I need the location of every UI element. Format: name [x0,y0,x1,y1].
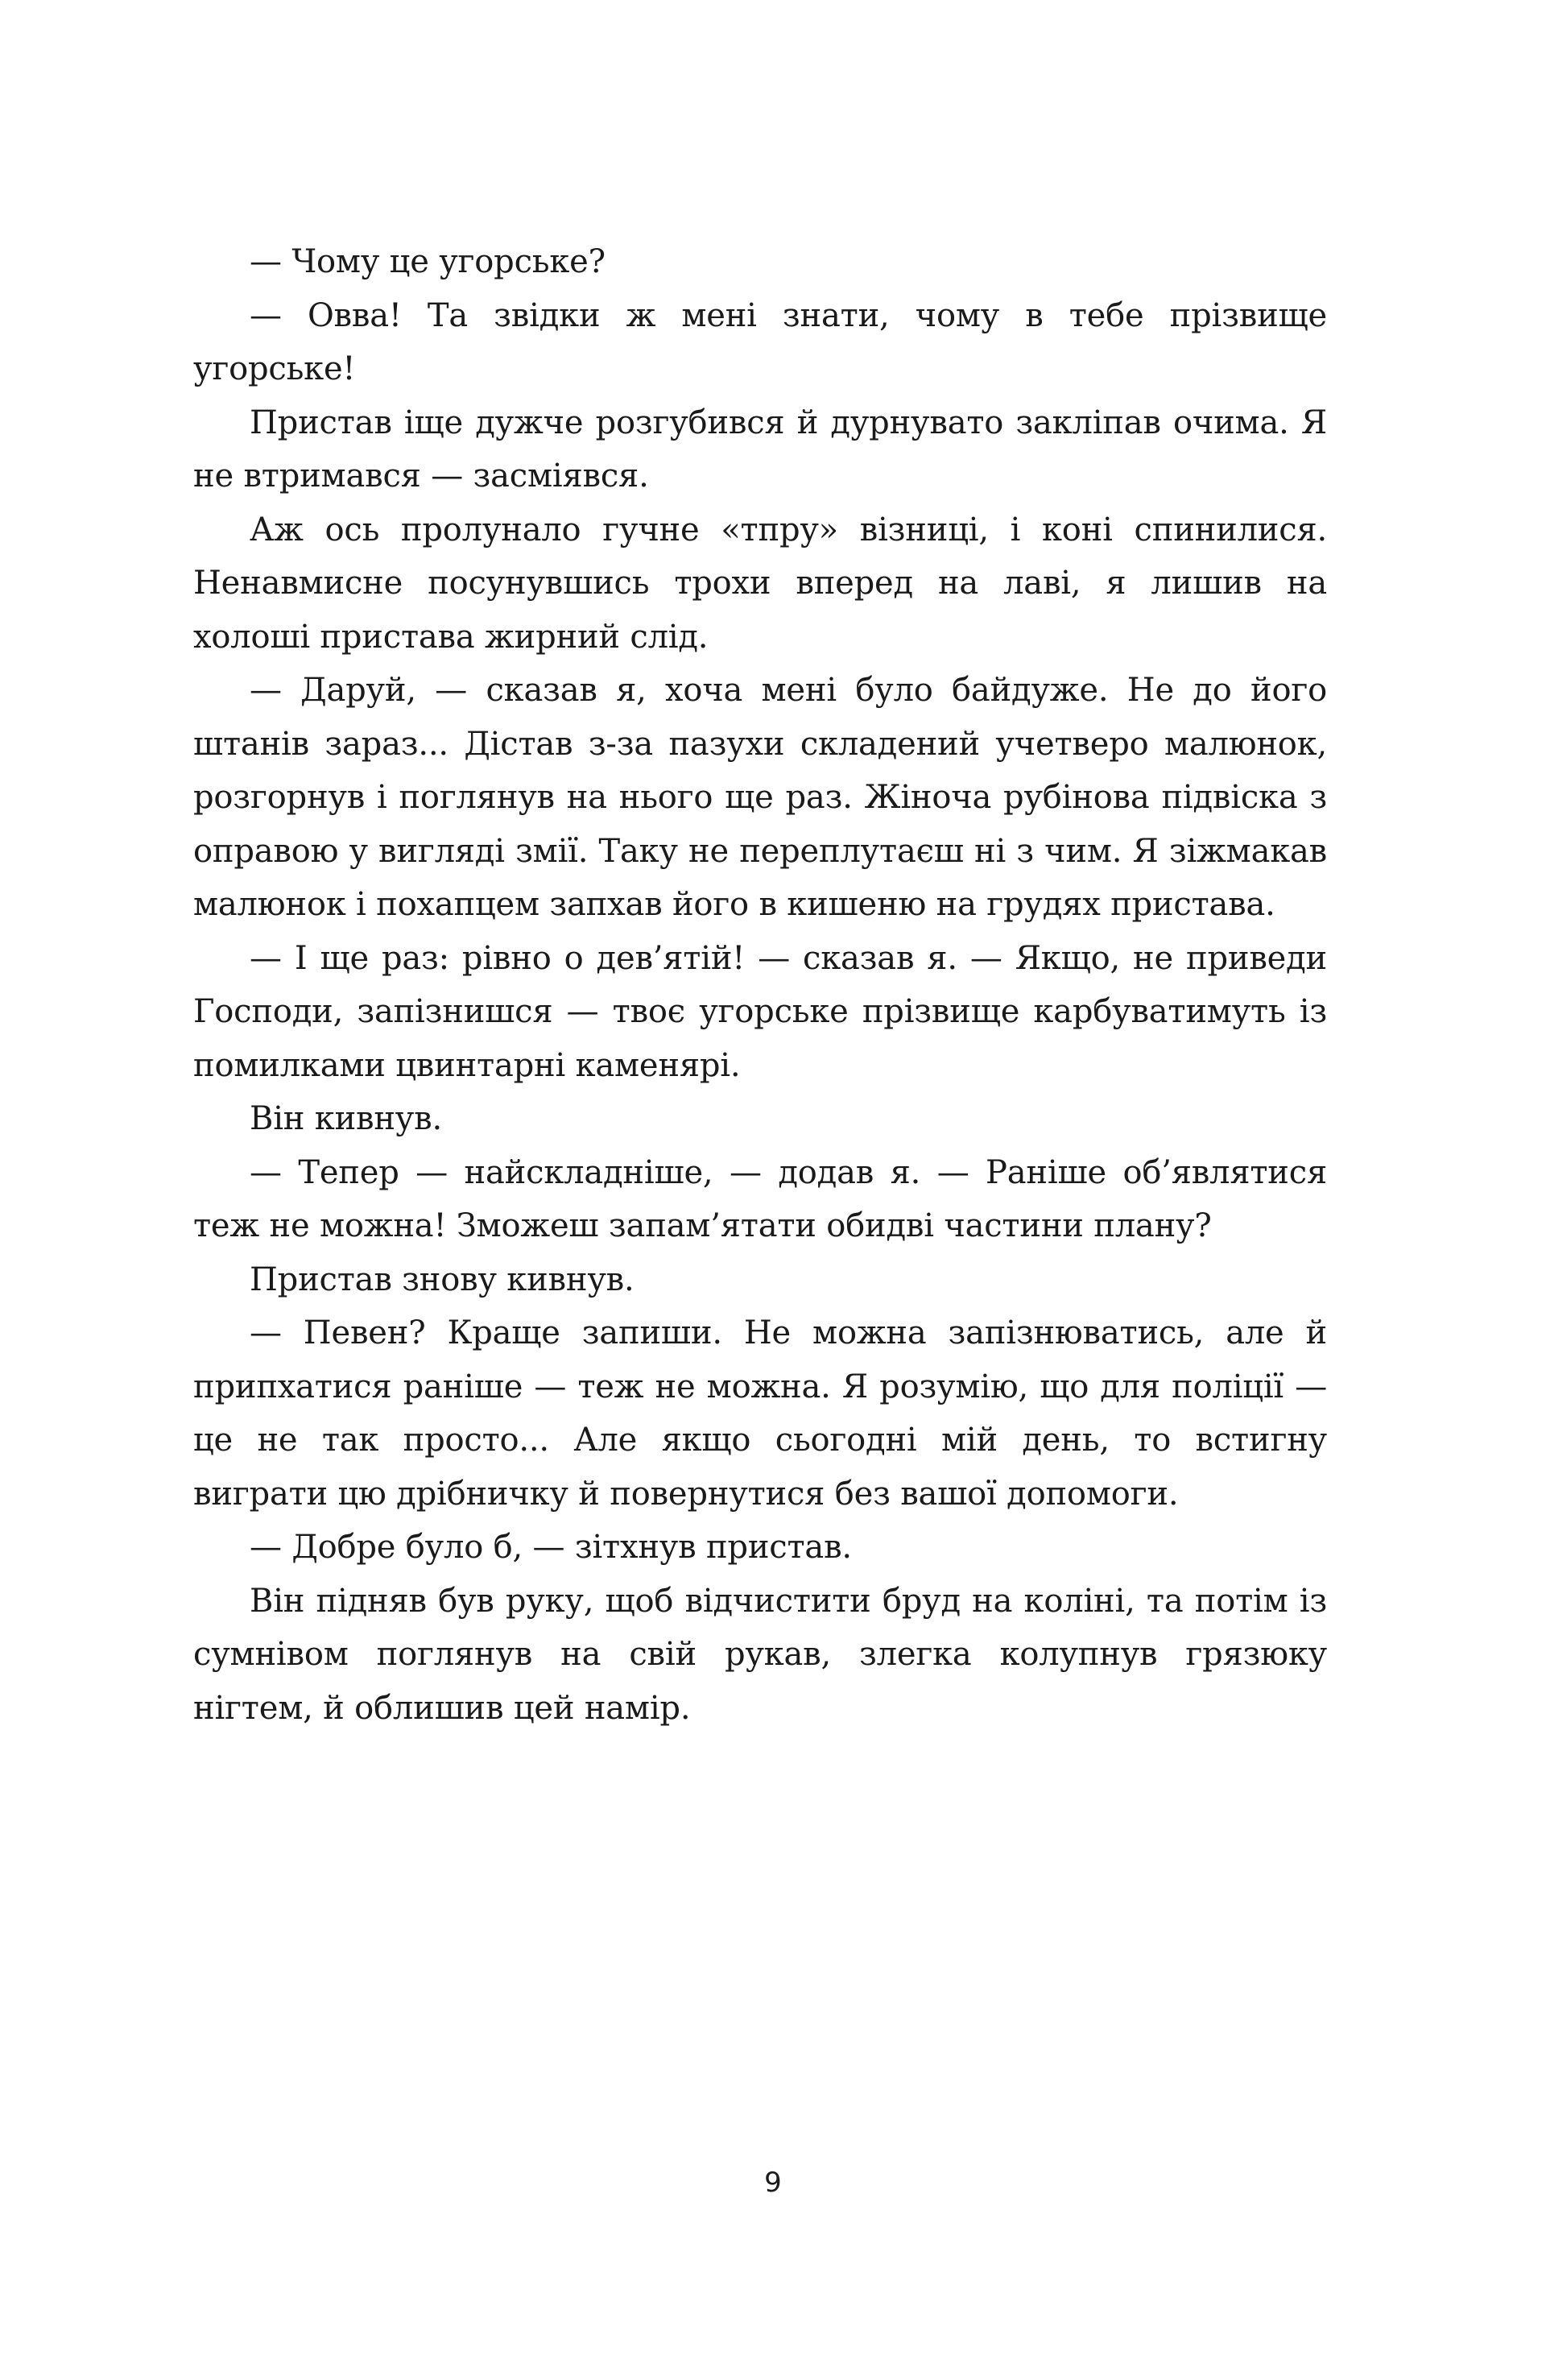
paragraph: — Певен? Краще запиши. Не можна запізнюватись, але й припхатися раніше — теж не можна. Я розумію, що для поліції — це не так просто... Але якщо сьогодні мій день, то встигну виграти цю дрібничку й повернутися без вашої допомоги. [193,1314,1327,1513]
paragraph: Аж ось пролунало гучне «тпру» візниці, і коні спинилися. Ненавмисне посунувшись трохи вперед на лаві, я лишив на холоші пристава жирний слід. [193,511,1327,656]
paragraph: — Овва! Та звідки ж мені знати, чому в тебе прізвище угорське! [193,296,1327,387]
paragraph: — І ще раз: рівно о дев’ятій! — сказав я. — Якщо, не приведи Господи, запізнишся — твоє угорське прізвище карбуватимуть із помилками цвинтарні каменярі. [193,939,1327,1084]
page-number: 9 [764,2167,782,2199]
paragraph: Він підняв був руку, щоб відчистити бруд на коліні, та потім із сумнівом поглянув на свій рукав, злегка колупнув грязюку нігтем, й облишив цей намір. [193,1582,1327,1727]
paragraph: — Тепер — найскладніше, — додав я. — Раніше об’являтися теж не можна! Зможеш запам’ятати обидві частини плану? [193,1153,1327,1244]
paragraph: Він кивнув. [250,1100,442,1137]
body-text [193,235,1327,1735]
paragraph: Пристав іще дужче розгубився й дурнувато закліпав очима. Я не втримався — засміявся. [193,404,1327,495]
paragraph: — Чому це угорське? [250,243,606,280]
paragraph: — Даруй, — сказав я, хоча мені було байдуже. Не до його штанів зараз... Дістав з-за пазухи складений учетверо малюнок, розгорнув і поглянув на нього ще раз. Жіноча рубінова підвіска з оправою у вигляді змії. Таку не переплутаєш ні з чим. Я зіжмакав малюнок і похапцем запхав його в кишеню на грудях пристава. [193,672,1327,923]
paragraph: — Добре було б, — зітхнув пристав. [250,1529,852,1566]
paragraph: Пристав знову кивнув. [250,1260,635,1298]
